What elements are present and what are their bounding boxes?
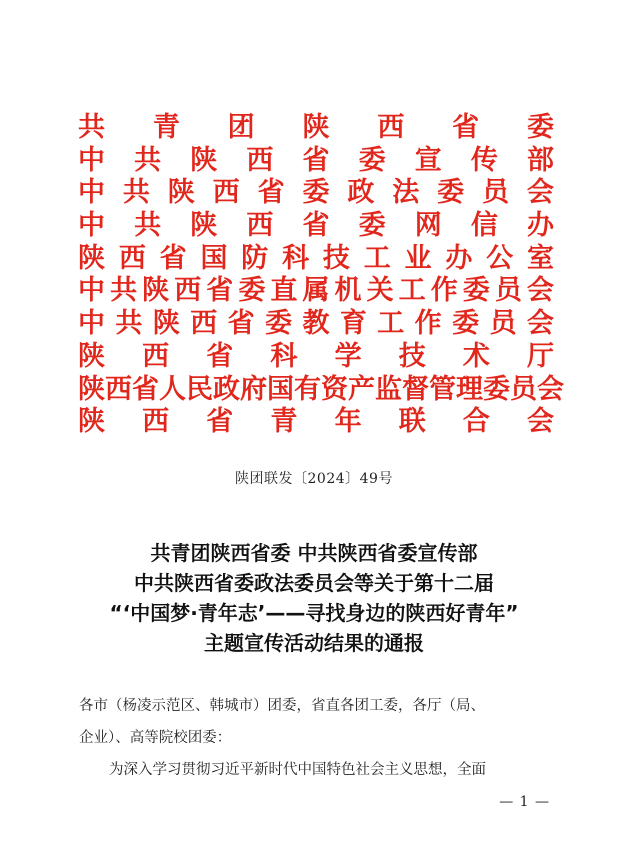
issuer-char: 委 bbox=[265, 308, 293, 340]
issuer-char: 省 bbox=[302, 144, 330, 176]
issuer-char: 共 bbox=[78, 112, 105, 143]
issuer-char: 合 bbox=[462, 406, 490, 438]
issuer-char: 工 bbox=[377, 308, 405, 340]
issuer-char: 员 bbox=[510, 373, 537, 405]
issuer-char: 育 bbox=[339, 308, 367, 340]
issuer-char: 青 bbox=[152, 112, 180, 143]
issuer-char: 办 bbox=[445, 242, 473, 274]
document-body bbox=[79, 690, 553, 786]
issuer-char: 属 bbox=[302, 275, 330, 307]
issuer-char: 人 bbox=[159, 373, 186, 405]
issuer-char: 陕 bbox=[78, 242, 105, 274]
issuer-char: 网 bbox=[414, 210, 442, 242]
issuer-char: 西 bbox=[118, 242, 146, 274]
issuer-char: 共 bbox=[134, 210, 162, 242]
issuer-line bbox=[78, 210, 554, 243]
issuer-char: 员 bbox=[494, 275, 522, 307]
issuer-char: 委 bbox=[462, 275, 490, 307]
issuer-char: 员 bbox=[482, 177, 510, 209]
issuer-char: 委 bbox=[483, 373, 510, 405]
issuer-line bbox=[78, 275, 554, 308]
issuer-char: 资 bbox=[321, 373, 348, 405]
issuer-line bbox=[78, 145, 554, 178]
issuer-char: 有 bbox=[294, 373, 321, 405]
issuer-char: 青 bbox=[270, 406, 298, 438]
issuer-char: 作 bbox=[414, 308, 442, 340]
issuer-char: 省 bbox=[159, 242, 187, 274]
issuer-line bbox=[78, 341, 554, 374]
issuer-char: 陕 bbox=[78, 406, 105, 438]
issuer-char: 省 bbox=[132, 373, 159, 405]
issuer-char: 西 bbox=[142, 340, 170, 372]
issuer-char: 工 bbox=[398, 275, 426, 307]
issuer-char: 督 bbox=[402, 373, 429, 405]
issuer-header bbox=[78, 112, 564, 439]
document-number: 陕团联发〔2024〕49号 bbox=[235, 471, 393, 487]
issuer-char: 工 bbox=[363, 242, 391, 274]
issuer-char: 政 bbox=[347, 177, 375, 209]
issuer-char: 省 bbox=[206, 406, 234, 438]
issuer-char: 西 bbox=[246, 144, 274, 176]
issuer-char: 会 bbox=[526, 177, 554, 209]
issuer-char: 年 bbox=[334, 406, 362, 438]
issuer-char: 监 bbox=[375, 373, 402, 405]
issuer-char: 陕 bbox=[302, 112, 330, 143]
issuer-line bbox=[78, 177, 554, 210]
paragraph-1: 为深入学习贯彻习近平新时代中国特色社会主义思想，全面 bbox=[109, 762, 486, 778]
page-number: — 1 — bbox=[499, 794, 550, 810]
issuer-char: 西 bbox=[377, 112, 405, 143]
issuer-line bbox=[78, 373, 564, 407]
issuer-char: 教 bbox=[302, 308, 330, 340]
issuer-char: 陕 bbox=[152, 308, 180, 340]
issuer-char: 委 bbox=[452, 308, 480, 340]
issuer-char: 委 bbox=[358, 144, 386, 176]
issuer-char: 关 bbox=[366, 275, 394, 307]
issuer-char: 会 bbox=[526, 406, 554, 438]
issuer-char: 省 bbox=[257, 177, 285, 209]
issuer-char: 委 bbox=[358, 210, 386, 242]
issuer-char: 省 bbox=[452, 112, 480, 143]
issuer-char: 科 bbox=[282, 242, 310, 274]
issuer-char: 委 bbox=[302, 177, 330, 209]
issuer-char: 技 bbox=[322, 242, 350, 274]
issuer-line bbox=[78, 112, 554, 145]
issuer-char: 中 bbox=[78, 177, 105, 209]
issuer-line bbox=[78, 243, 554, 276]
issuer-char: 作 bbox=[430, 275, 458, 307]
issuer-char: 理 bbox=[456, 373, 483, 405]
issuer-char: 国 bbox=[267, 373, 294, 405]
issuer-char: 陕 bbox=[167, 177, 195, 209]
issuer-char: 室 bbox=[526, 242, 554, 274]
issuer-char: 中 bbox=[78, 210, 105, 242]
issuer-char: 团 bbox=[227, 112, 255, 143]
recipients-line-2: 企业）、高等院校团委： bbox=[79, 730, 232, 746]
issuer-char: 员 bbox=[489, 308, 517, 340]
issuer-char: 直 bbox=[270, 275, 298, 307]
issuer-char: 省 bbox=[206, 340, 234, 372]
issuer-char: 共 bbox=[134, 144, 162, 176]
issuer-char: 陕 bbox=[190, 144, 218, 176]
issuer-char: 产 bbox=[348, 373, 375, 405]
issuer-char: 会 bbox=[537, 373, 564, 405]
issuer-char: 共 bbox=[122, 177, 150, 209]
issuer-char: 学 bbox=[334, 340, 362, 372]
issuer-char: 会 bbox=[526, 275, 554, 307]
issuer-char: 法 bbox=[392, 177, 420, 209]
issuer-char: 管 bbox=[429, 373, 456, 405]
issuer-char: 共 bbox=[110, 275, 138, 307]
issuer-char: 中 bbox=[78, 144, 105, 176]
issuer-char: 国 bbox=[200, 242, 228, 274]
issuer-char: 民 bbox=[186, 373, 213, 405]
issuer-char: 省 bbox=[206, 275, 234, 307]
title-line-1: 共青团陕西省委 中共陕西省委宣传部 bbox=[150, 541, 478, 565]
issuer-char: 中 bbox=[78, 275, 105, 307]
issuer-char: 陕 bbox=[78, 373, 105, 405]
issuer-char: 委 bbox=[526, 112, 554, 143]
issuer-char: 信 bbox=[470, 210, 498, 242]
issuer-char: 机 bbox=[334, 275, 362, 307]
title-line-3: “‘中国梦·青年志’——寻找身边的陕西好青年” bbox=[109, 601, 519, 625]
issuer-char: 办 bbox=[527, 210, 554, 242]
issuer-char: 委 bbox=[238, 275, 266, 307]
issuer-char: 西 bbox=[174, 275, 202, 307]
title-line-2: 中共陕西省委政法委员会等关于第十二届 bbox=[134, 571, 494, 595]
issuer-char: 西 bbox=[190, 308, 218, 340]
issuer-char: 政 bbox=[213, 373, 240, 405]
issuer-char: 业 bbox=[404, 242, 432, 274]
issuer-char: 西 bbox=[212, 177, 240, 209]
document-title bbox=[60, 538, 568, 658]
issuer-char: 技 bbox=[398, 340, 426, 372]
title-line-4: 主题宣传活动结果的通报 bbox=[204, 631, 424, 655]
issuer-char: 传 bbox=[470, 144, 498, 176]
issuer-char: 联 bbox=[398, 406, 426, 438]
issuer-char: 陕 bbox=[78, 340, 105, 372]
issuer-char: 宣 bbox=[414, 144, 442, 176]
issuer-char: 西 bbox=[142, 406, 170, 438]
issuer-char: 科 bbox=[270, 340, 298, 372]
issuer-char: 部 bbox=[527, 144, 554, 176]
issuer-char: 西 bbox=[246, 210, 274, 242]
issuer-char: 省 bbox=[227, 308, 255, 340]
issuer-char: 委 bbox=[437, 177, 465, 209]
issuer-char: 防 bbox=[241, 242, 269, 274]
issuer-line bbox=[78, 308, 554, 341]
issuer-char: 公 bbox=[486, 242, 514, 274]
issuer-char: 中 bbox=[78, 308, 105, 340]
issuer-line bbox=[78, 406, 554, 439]
issuer-char: 会 bbox=[526, 308, 554, 340]
issuer-char: 陕 bbox=[142, 275, 170, 307]
issuer-char: 府 bbox=[240, 373, 267, 405]
issuer-char: 术 bbox=[462, 340, 490, 372]
recipients-line-1: 各市（杨凌示范区、韩城市）团委，省直各团工委，各厅（局、 bbox=[79, 698, 485, 714]
issuer-char: 省 bbox=[302, 210, 330, 242]
issuer-char: 共 bbox=[115, 308, 143, 340]
issuer-char: 厅 bbox=[526, 340, 554, 372]
issuer-char: 西 bbox=[105, 373, 132, 405]
issuer-char: 陕 bbox=[190, 210, 218, 242]
